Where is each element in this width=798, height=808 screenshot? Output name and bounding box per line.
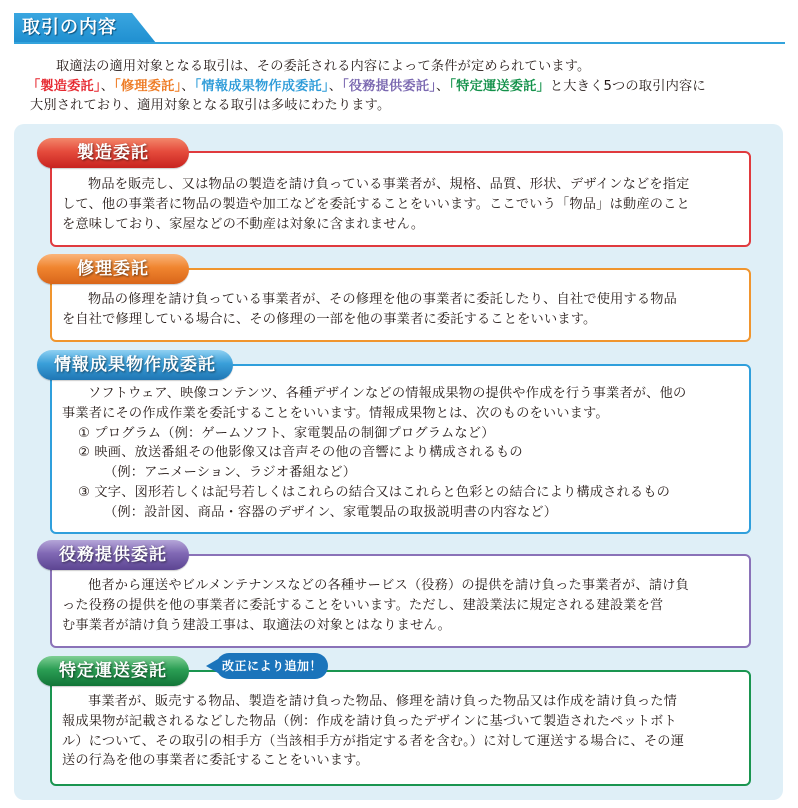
body-line: 物品の修理を請け負っている事業者が、その修理を他の事業者に委託したり、自社で使用する物品: [88, 292, 678, 307]
intro-line-1: 取適法の適用対象となる取引は、その委託される内容によって条件が定められています。: [56, 59, 591, 74]
section-body: [62, 175, 741, 234]
section-label-seizo: 製造委託: [37, 138, 189, 168]
separator: 、: [328, 78, 343, 94]
body-line: った役務の提供を他の事業者に委託することをいいます。ただし、建設業法に規定される建設業を営: [62, 597, 664, 613]
keyword-johoseika: 「情報成果物作成委託」: [194, 78, 329, 94]
list-item: ① プログラム（例：ゲームソフト、家電製品の制御プログラムなど）: [78, 425, 495, 441]
list-item-example: （例：アニメーション、ラジオ番組など）: [104, 465, 357, 481]
body-line: 他者から運送やビルメンテナンスなどの各種サービス（役務）の提供を請け負った事業者が、請け負: [88, 578, 689, 593]
list-item: ③ 文字、図形若しくは記号若しくはこれらの結合又はこれらと色彩との結合により構成されるもの: [78, 484, 671, 500]
revision-added-badge: 改正により追加！: [216, 653, 328, 679]
section-box-johoseika: [50, 364, 751, 534]
section-label-johoseika: 情報成果物作成委託: [37, 350, 233, 380]
section-body: [62, 576, 741, 635]
body-line: を意味しており、家屋などの不動産は対象に含まれません。: [62, 216, 425, 232]
body-line: ソフトウェア、映像コンテンツ、各種デザインなどの情報成果物の提供や作成を行う事業者が、他の: [88, 386, 687, 401]
section-title: 取引の内容: [22, 17, 117, 38]
intro-line-2: [27, 77, 790, 97]
section-body: [62, 384, 741, 523]
list-item: ② 映画、放送番組その他影像又は音声その他の音響により構成されるもの: [78, 445, 523, 461]
section-body: [62, 290, 741, 330]
keyword-shuri: 「修理委託」: [114, 78, 182, 94]
separator: 、: [436, 78, 450, 94]
section-label-ekimu: 役務提供委託: [37, 540, 189, 570]
keyword-seizo: 「製造委託」: [27, 78, 101, 94]
separator: 、: [100, 78, 115, 94]
body-line: む事業者が請け負う建設工事は、取適法の対象とはなりません。: [62, 617, 452, 633]
section-label-shuri: 修理委託: [37, 254, 189, 284]
section-box-tokutei-unso: [50, 670, 751, 786]
body-line: 事業者が、販売する物品、製造を請け負った物品、修理を請け負った物品又は作成を請け負った情: [88, 694, 678, 709]
intro-text: [27, 57, 790, 116]
title-underline: [14, 42, 785, 44]
list-item-example: （例：設計図、商品・容器のデザイン、家電製品の取扱説明書の内容など）: [104, 504, 558, 520]
keyword-tokutei-unso: 「特定運送委託」: [449, 78, 550, 94]
body-line: して、他の事業者に物品の製造や加工などを委託することをいいます。ここでいう「物品」は動産のこと: [62, 196, 690, 212]
body-line: ル）について、その取引の相手方（当該相手方が指定する者を含む。）に対して運送する場合に、その運: [62, 733, 685, 749]
section-label-tokutei-unso: 特定運送委託: [37, 656, 189, 686]
body-line: 物品を販売し、又は物品の製造を請け負っている事業者が、規格、品質、形状、デザインなどを指定: [88, 177, 690, 192]
section-body: [62, 692, 741, 771]
intro-line-3: 大別されており、適用対象となる取引は多岐にわたります。: [30, 98, 391, 113]
intro-line-2-tail: と大きく5つの取引内容に: [549, 78, 706, 94]
body-line: 報成果物が記載されるなどした物品（例：作成を請け負ったデザインに基づいて製造されたペットボト: [62, 713, 677, 729]
body-line: 送の行為を他の事業者に委託することをいいます。: [62, 753, 369, 769]
body-line: を自社で修理している場合に、その修理の一部を他の事業者に委託することをいいます。: [62, 311, 597, 327]
body-line: 事業者にその作成作業を委託することをいいます。情報成果物とは、次のものをいいます。: [62, 405, 609, 421]
separator: 、: [181, 78, 195, 94]
keyword-ekimu: 「役務提供委託」: [342, 78, 436, 94]
